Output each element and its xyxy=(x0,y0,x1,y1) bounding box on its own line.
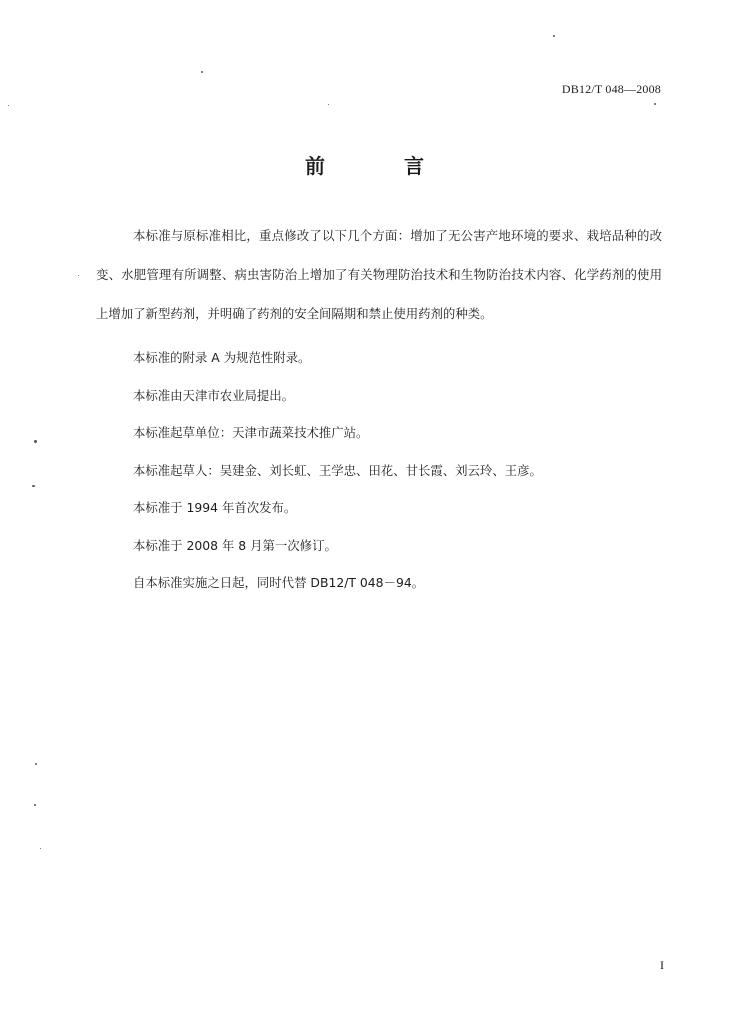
scan-speck xyxy=(34,440,37,443)
scan-speck xyxy=(40,848,41,849)
scan-speck xyxy=(654,103,656,105)
scan-speck xyxy=(8,105,9,106)
page-title: 前 言 xyxy=(305,154,460,178)
page-number: I xyxy=(660,958,664,972)
paragraph-appendix: 本标准的附录 A 为规范性附录。 xyxy=(133,350,311,365)
paragraph-revisions: 本标准与原标准相比，重点修改了以下几个方面：增加了无公害产地环境的要求、栽培品种的改变、水肥管理有所调整、病虫害防治上增加了有关物理防治技术和生物防治技术内容、化学药剂的使用上增加了新型药剂，并明确了药剂的安全间隔期和禁止使用药剂的种类。 xyxy=(96,228,662,321)
standard-code: DB12/T 048—2008 xyxy=(561,82,661,96)
paragraph-revision-date: 本标准于 2008 年 8 月第一次修订。 xyxy=(133,537,337,553)
scan-speck xyxy=(328,104,329,105)
scan-speck xyxy=(553,35,555,37)
scan-speck xyxy=(78,275,79,276)
paragraph-drafters: 本标准起草人：吴建金、刘长虹、王学忠、田花、甘长霞、刘云玲、王彦。 xyxy=(133,462,542,478)
foreword-body xyxy=(96,222,662,602)
paragraph-drafting-unit: 本标准起草单位：天津市蔬菜技术推广站。 xyxy=(133,425,369,440)
paragraph-proposer: 本标准由天津市农业局提出。 xyxy=(133,387,295,403)
scan-speck xyxy=(34,804,36,806)
paragraph-first-release: 本标准于 1994 年首次发布。 xyxy=(133,500,297,515)
scan-speck xyxy=(32,485,35,487)
scan-speck xyxy=(201,71,203,73)
scan-speck xyxy=(35,763,37,765)
paragraph-replacement: 自本标准实施之日起，同时代替 DB12/T 048－94。 xyxy=(133,575,425,590)
